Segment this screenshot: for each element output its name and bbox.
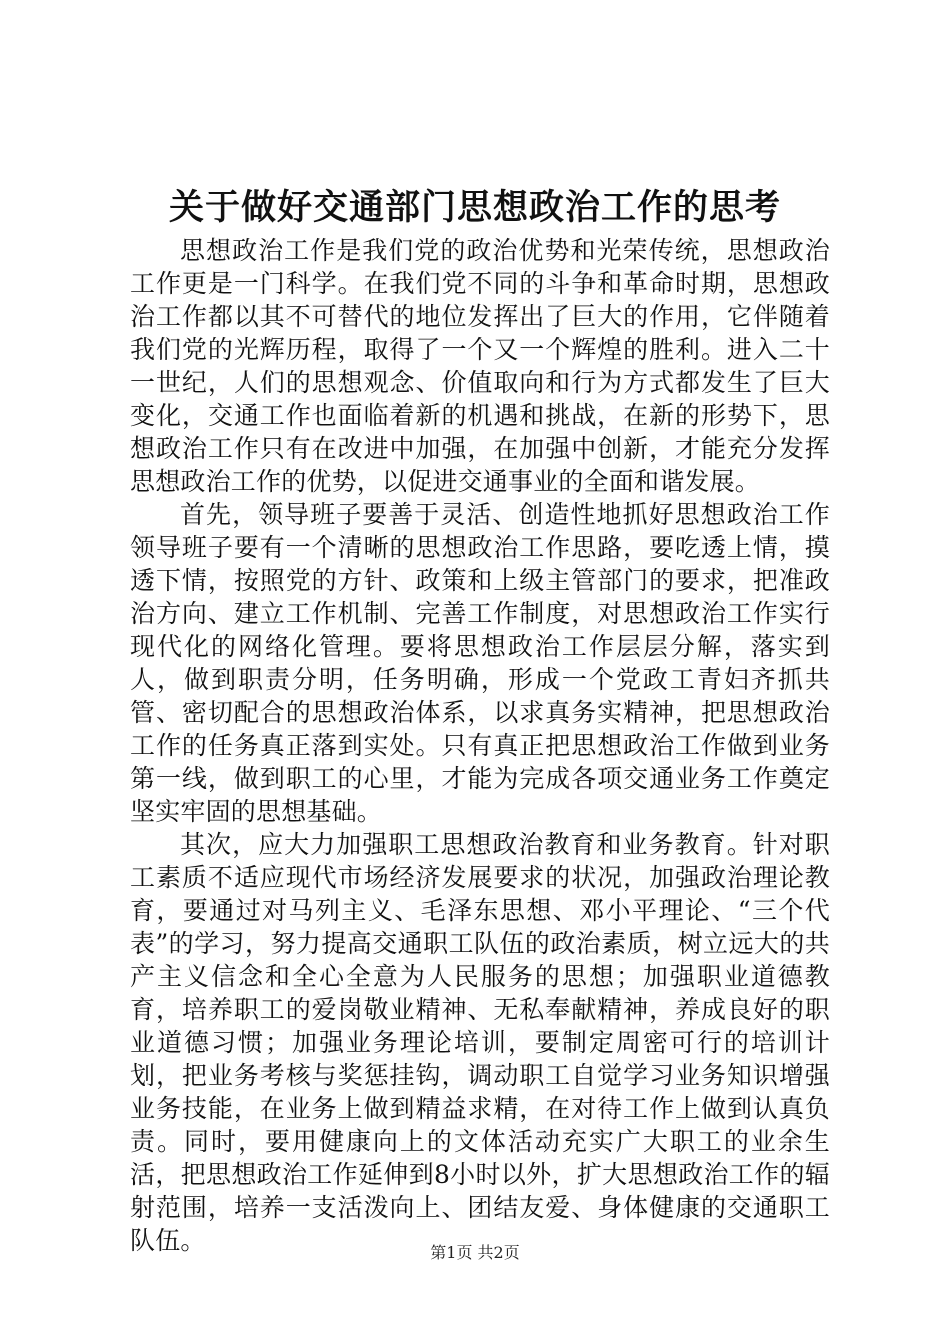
paragraph-intro: 思想政治工作是我们党的政治优势和光荣传统，思想政治工作更是一门科学。在我们党不同的斗争和革命时期，思想政治工作都以其不可替代的地位发挥出了巨大的作用，它伴随着我们党的光辉历程，取得了一个又一个辉煌的胜利。进入二十一世纪，人们的思想观念、价值取向和行为方式都发生了巨大变化，交通工作也面临着新的机遇和挑战，在新的形势下，思想政治工作只有在改进中加强，在加强中创新，才能充分发挥思想政治工作的优势，以促进交通事业的全面和谐发展。 (130, 236, 830, 496)
page-number-footer: 第1页 共2页 (430, 1243, 520, 1262)
document-title: 关于做好交通部门思想政治工作的思考 (168, 187, 781, 228)
document-body (130, 234, 830, 1257)
paragraph-second: 其次，应大力加强职工思想政治教育和业务教育。针对职工素质不适应现代市场经济发展要求的状况，加强政治理论教育，要通过对马列主义、毛泽东思想、邓小平理论、“三个代表”的学习，努力提高交通职工队伍的政治素质，树立远大的共产主义信念和全心全意为人民服务的思想；加强职业道德教育，培养职工的爱岗敬业精神、无私奉献精神，养成良好的职业道德习惯；加强业务理论培训，要制定周密可行的培训计划，把业务考核与奖惩挂钩，调动职工自觉学习业务知识增强业务技能，在业务上做到精益求精，在对待工作上做到认真负责。同时，要用健康向上的文体活动充实广大职工的业余生活，把思想政治工作延伸到8小时以外，扩大思想政治工作的辐射范围，培养一支活泼向上、团结友爱、身体健康的交通职工队伍。 (130, 830, 830, 1255)
paragraph-first: 首先，领导班子要善于灵活、创造性地抓好思想政治工作领导班子要有一个清晰的思想政治工作思路，要吃透上情，摸透下情，按照党的方针、政策和上级主管部门的要求，把准政治方向、建立工作机制、完善工作制度，对思想政治工作实行现代化的网络化管理。要将思想政治工作层层分解，落实到人，做到职责分明，任务明确，形成一个党政工青妇齐抓共管、密切配合的思想政治体系，以求真务实精神，把思想政治工作的任务真正落到实处。只有真正把思想政治工作做到业务第一线，做到职工的心里，才能为完成各项交通业务工作奠定坚实牢固的思想基础。 (130, 500, 830, 826)
